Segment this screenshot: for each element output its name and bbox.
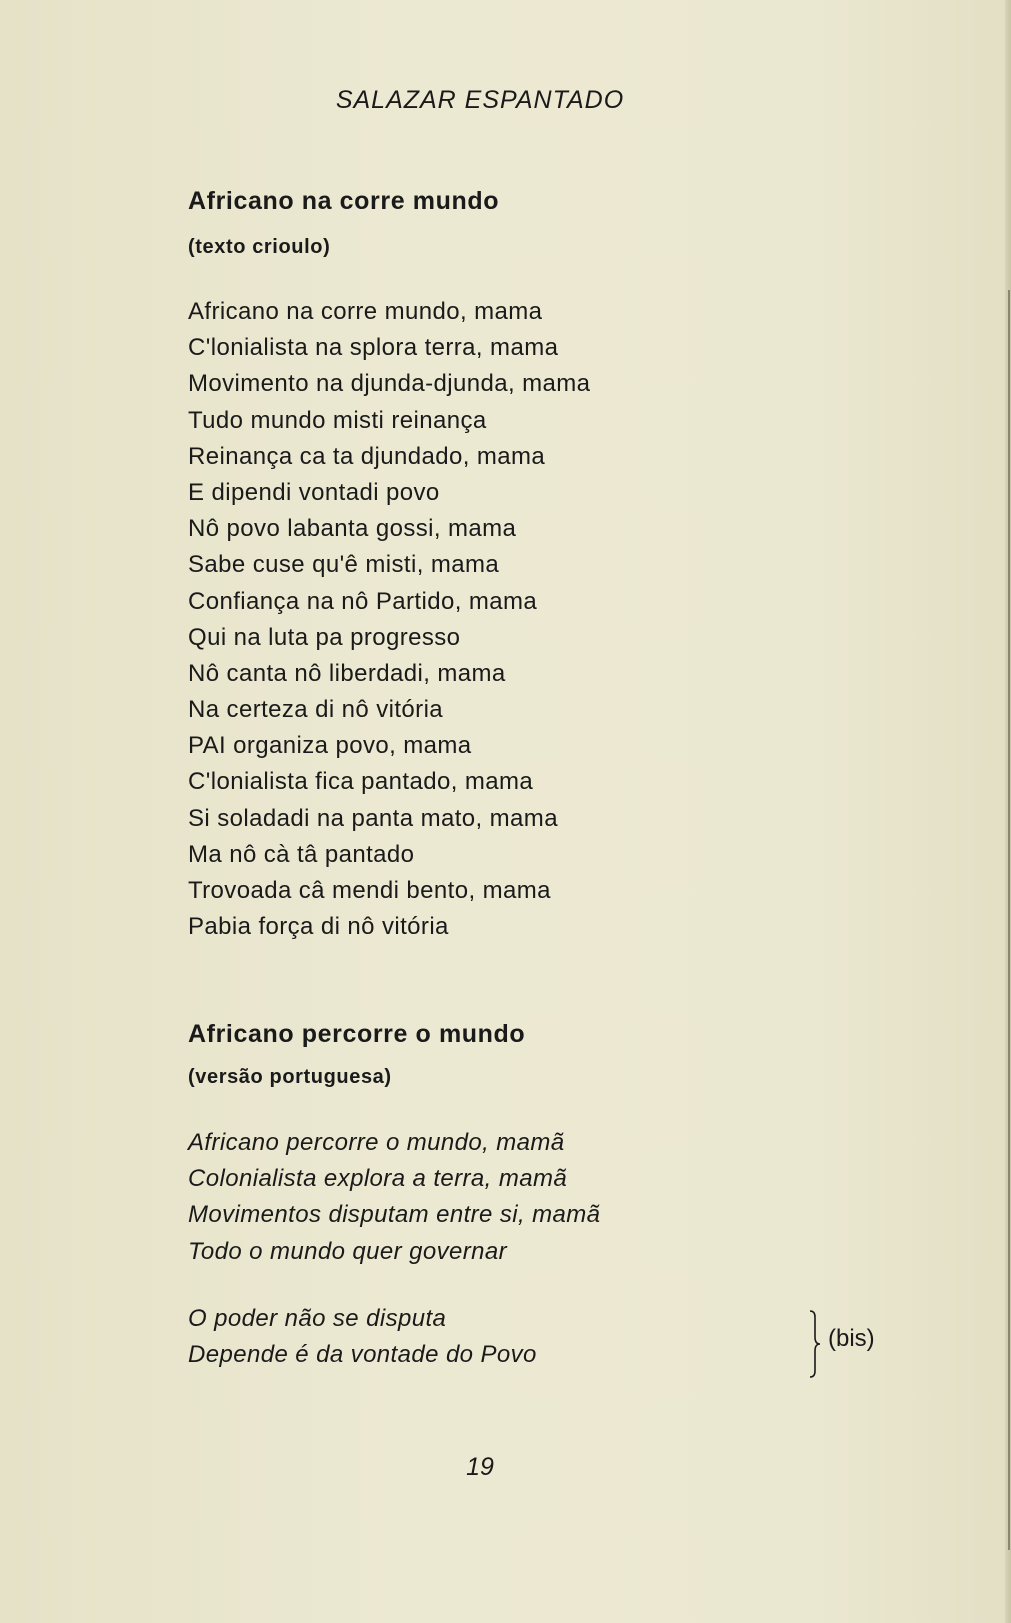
poem-creole-subtitle: (texto crioulo)	[188, 236, 331, 258]
poem-portuguese-title: Africano percorre o mundo	[188, 1020, 526, 1048]
verse-line: Trovoada câ mendi bento, mama	[188, 877, 551, 904]
refrain-line: O poder não se disputa	[188, 1305, 447, 1332]
repeat-mark: (bis)	[828, 1325, 875, 1352]
verse-line: PAI organiza povo, mama	[188, 732, 472, 760]
verse-line: E dipendi vontadi povo	[188, 478, 440, 506]
verse-line: Movimentos disputam entre si, mamã	[188, 1201, 601, 1229]
refrain-lines	[188, 1301, 537, 1373]
verse-line: Reinança ca ta djundado, mama	[188, 442, 546, 470]
running-head: SALAZAR ESPANTADO	[335, 86, 625, 114]
verse-line: Africano na corre mundo, mama	[188, 298, 543, 325]
right-brace-icon	[808, 1309, 822, 1379]
verse-line: Confiança na nô Partido, mama	[188, 587, 538, 615]
page-fold-line	[1008, 290, 1010, 1550]
verse-line: Movimento na djunda-djunda, mama	[188, 370, 591, 398]
verse-line: Nô canta nô liberdadi, mama	[188, 659, 506, 687]
verse-line: Africano percorre o mundo, mamã	[188, 1129, 565, 1156]
poem-portuguese-verse	[188, 1125, 600, 1270]
verse-line: C'lonialista na splora terra, mama	[188, 334, 559, 362]
verse-line: Pabia força di nô vitória	[188, 913, 449, 941]
verse-line: Qui na luta pa progresso	[188, 623, 461, 651]
verse-line: Tudo mundo misti reinança	[188, 406, 487, 434]
poem-creole-title: Africano na corre mundo	[188, 187, 500, 215]
verse-line: Colonialista explora a terra, mamã	[188, 1165, 568, 1193]
verse-line: Ma nô cà tâ pantado	[188, 840, 415, 868]
poem-creole-verse	[188, 294, 590, 945]
verse-line: Sabe cuse qu'ê misti, mama	[188, 551, 500, 579]
verse-line: Na certeza di nô vitória	[188, 696, 444, 724]
poem-portuguese-subtitle: (versão portuguesa)	[188, 1066, 392, 1088]
verse-line: Todo o mundo quer governar	[188, 1237, 508, 1265]
verse-line: Nô povo labanta gossi, mama	[188, 515, 517, 543]
refrain-line: Depende é da vontade do Povo	[188, 1341, 537, 1368]
refrain-group	[188, 1301, 875, 1373]
verse-line: Si soladadi na panta mato, mama	[188, 804, 558, 832]
page-number: 19	[466, 1453, 494, 1481]
verse-line: C'lonialista fica pantado, mama	[188, 768, 534, 796]
